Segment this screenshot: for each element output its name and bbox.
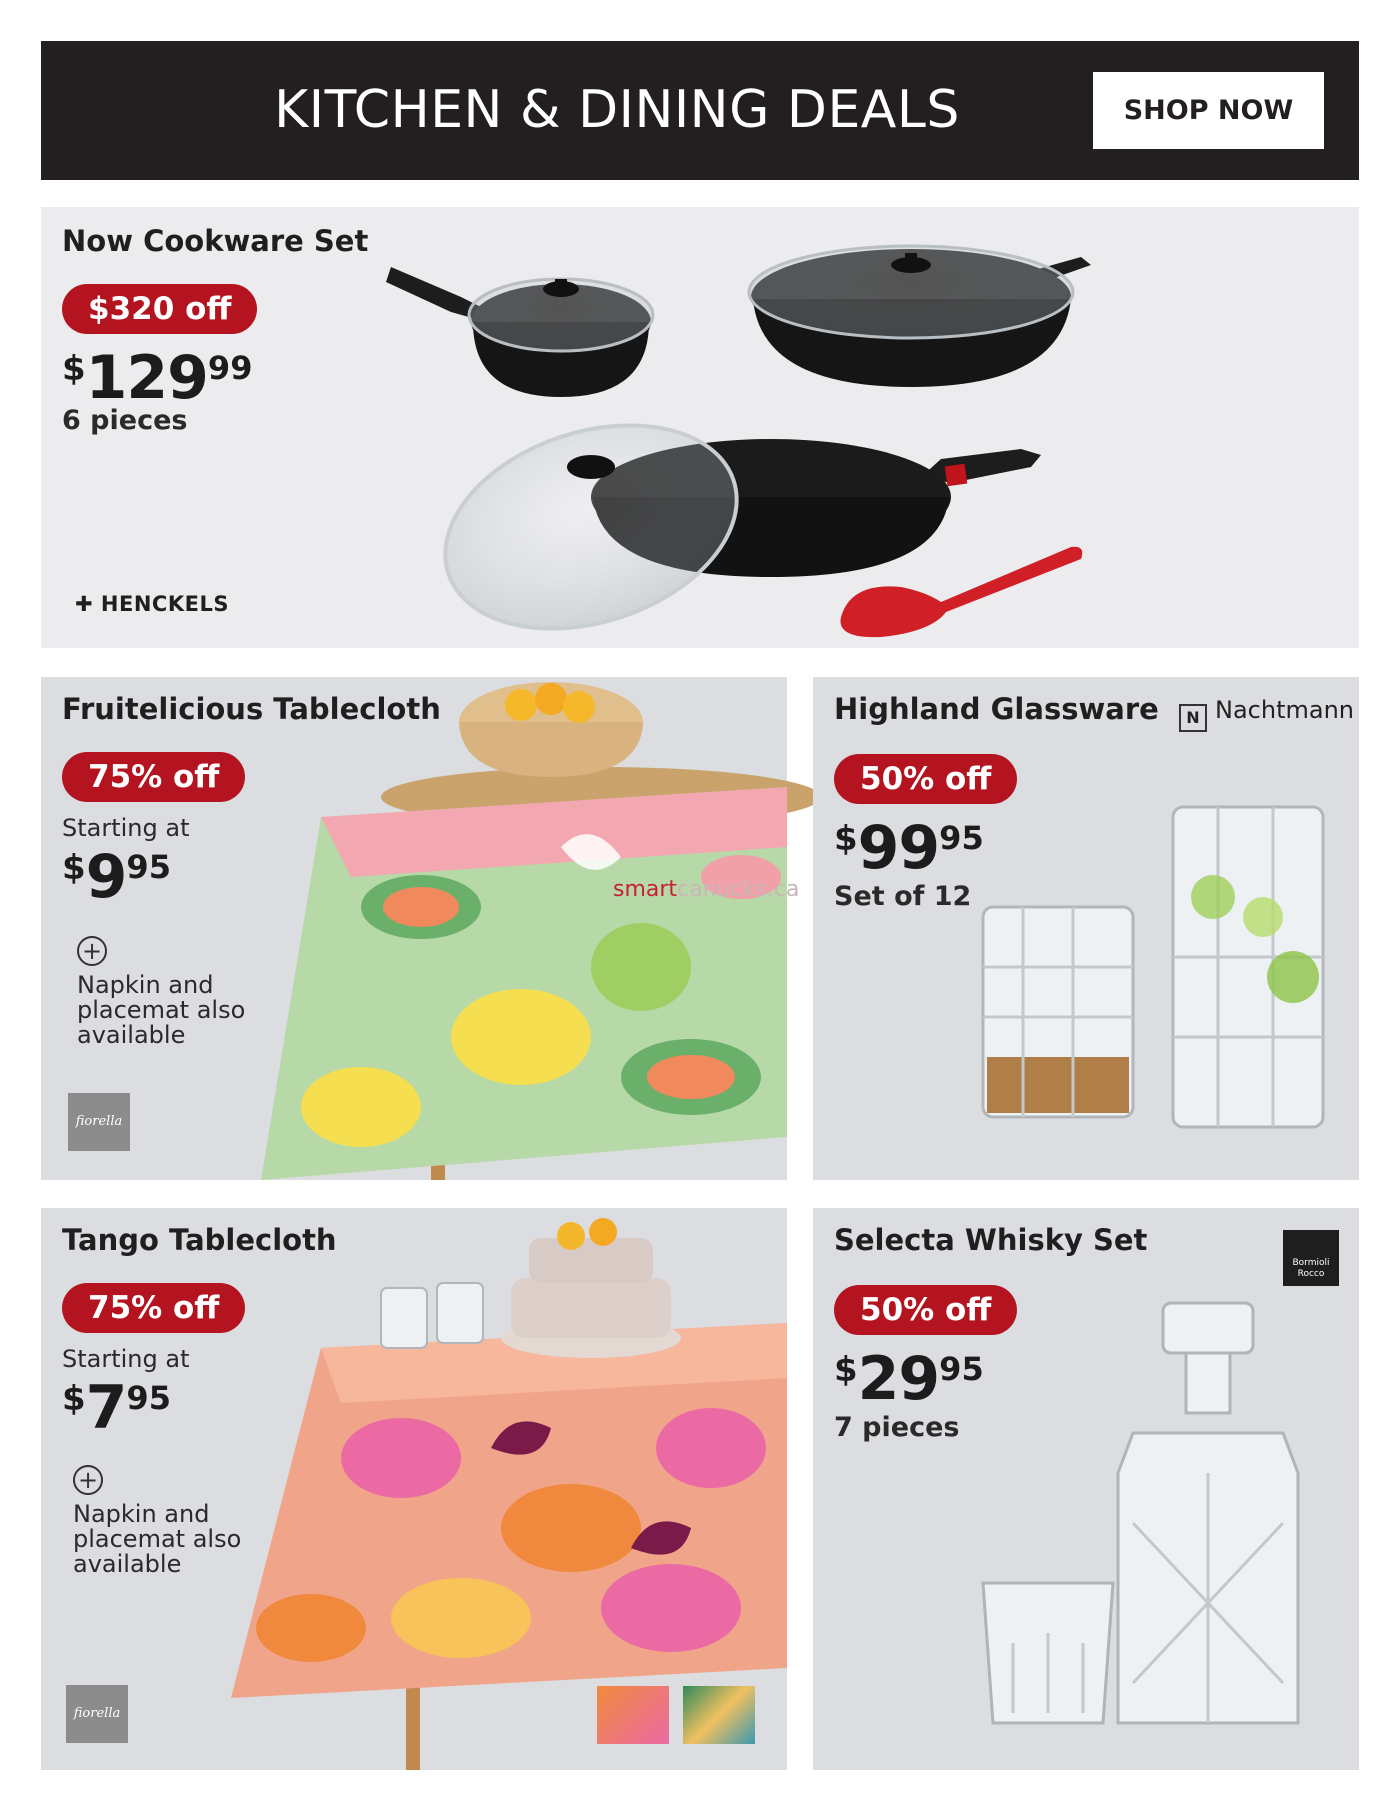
deals-banner — [41, 41, 1359, 180]
fruitelicious-card[interactable] — [41, 677, 800, 1180]
cookware-discount-badge: $320 off — [62, 284, 257, 334]
bormioli-logo-icon: Bormioli Rocco — [1283, 1230, 1339, 1286]
banner-title: KITCHEN & DINING DEALS — [274, 80, 960, 140]
cookware-image — [381, 227, 1281, 647]
highland-discount-badge: 50% off — [834, 754, 1017, 804]
tango-price: $795 — [62, 1373, 171, 1443]
henckels-logo-icon: ✚ — [75, 592, 94, 616]
fruitelicious-discount-badge: 75% off — [62, 752, 245, 802]
cookware-price: $12999 — [62, 343, 253, 413]
plus-circle-icon: + — [73, 1465, 103, 1495]
henckels-logo: ✚ HENCKELS — [75, 592, 229, 616]
cookware-title: Now Cookware Set — [62, 224, 369, 258]
cookware-card[interactable] — [41, 207, 1359, 648]
nachtmann-logo-icon: N — [1179, 704, 1207, 732]
highland-image — [963, 807, 1343, 1167]
plus-circle-icon: + — [77, 936, 107, 966]
selecta-discount-badge: 50% off — [834, 1285, 1017, 1335]
highland-price: $9995 — [834, 813, 984, 883]
cookware-quantity: 6 pieces — [62, 405, 188, 436]
highland-card[interactable] — [813, 677, 1359, 1180]
highland-title: Highland Glassware — [834, 692, 1159, 726]
fiorella-logo-icon: fiorella — [68, 1093, 130, 1151]
watermark: smartcanucks.ca — [613, 877, 800, 902]
nachtmann-logo: N Nachtmann — [1179, 696, 1354, 732]
swatch-1[interactable] — [597, 1686, 669, 1744]
fruitelicious-starting: Starting at — [62, 814, 190, 842]
selecta-price: $2995 — [834, 1344, 984, 1414]
highland-quantity: Set of 12 — [834, 881, 972, 912]
selecta-title: Selecta Whisky Set — [834, 1223, 1148, 1257]
fruitelicious-image — [261, 677, 787, 1180]
shop-now-button[interactable]: SHOP NOW — [1093, 72, 1324, 149]
fruitelicious-title: Fruitelicious Tablecloth — [62, 692, 441, 726]
swatch-2[interactable] — [683, 1686, 755, 1744]
tango-card[interactable] — [41, 1208, 787, 1770]
fiorella-logo-icon: fiorella — [66, 1685, 128, 1743]
tango-note: Napkin and placemat also available — [73, 1500, 242, 1578]
fruitelicious-note: Napkin and placemat also available — [77, 971, 246, 1049]
tango-discount-badge: 75% off — [62, 1283, 245, 1333]
tango-title: Tango Tablecloth — [62, 1223, 337, 1257]
selecta-quantity: 7 pieces — [834, 1412, 960, 1443]
tango-starting: Starting at — [62, 1345, 190, 1373]
fruitelicious-price: $995 — [62, 842, 171, 912]
selecta-card[interactable] — [813, 1208, 1359, 1770]
